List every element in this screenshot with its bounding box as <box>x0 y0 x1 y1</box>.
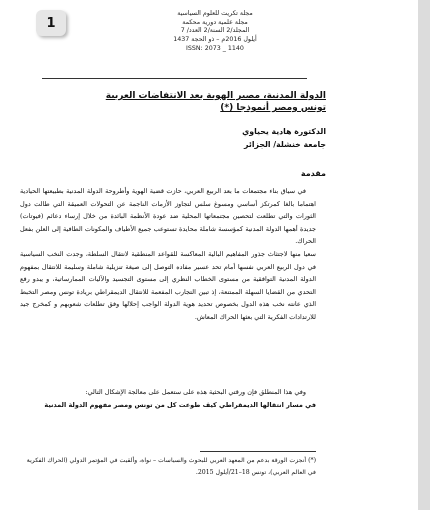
title-line-2: تونس ومصر أنموذجا (*) <box>220 103 326 113</box>
research-lead: وفي هذا المنطلق فإن ورقتي البحثية هذه على ستعمل على معالجة الإشكال التالي: <box>85 388 306 396</box>
page-edge-shadow <box>418 0 430 510</box>
paragraph-2: سعيا منها لاجتثاث جذور المفاهيم البالية المعاكسة للقواعد المنطقية لانتقال السلطة، وجدت النخب السياسية في دول الربيع العربي نفسها أمام تحد عسير مفاده التوصل إلى صيغة تنزيلية شاملة وسليمة للانتقال بمفهوم الدولة المدنية التوافقية من مستوى الخطاب النظري إلى مستوى التجسيد والآليات الممارساتية، و يبدو رفع التحدي من القضايا السهلة الممتنعة، إذ تبين التجارب المفعمة للانتقال الديمقراطي بريادة تونس ومصر التخبط الذي عانته نخب هذه الدول بخصوص تحديد هوية الدولة الواجب إحلالها وفق تطلعات شعوبهم و كمخرج جيد للارتدادات الفكرية التي بعثها الحراك المعاش. <box>20 250 316 321</box>
journal-issue: المجلد/2 السنة/2 العدد/ 7 <box>180 27 250 35</box>
journal-date: أيلول 2016م – ذو الحجة 1437 <box>173 36 257 44</box>
header-divider <box>42 78 307 79</box>
journal-issn: ISSN: 2073 _ 1140 <box>186 44 244 52</box>
journal-type: مجلة علمية دورية محكمة <box>182 18 248 26</box>
research-question-block <box>20 386 316 411</box>
footnote-divider <box>200 451 316 452</box>
journal-name: مجلة تكريت للعلوم السياسية <box>177 10 253 17</box>
article-title <box>106 90 326 114</box>
author-affiliation: جامعة خنشلة/ الجزائر <box>244 140 326 149</box>
author-name: الدكتورة هادية يحياوي <box>242 127 326 136</box>
paragraph-1: في سياق بناء مجتمعات ما بعد الربيع العربي، حازت قضية الهوية وأطروحة الدولة المدنية بطبيعتها الحيادية اهتماما بالغا كمرتكز أساسي ومسوغ سلس لتجاوز الأزمات الناجمة عن التحولات العميقة التي طالت دول الثورات والتي تطلعت لتحصين مجتمعاتها المحلية ضد عودة الأنظمة البائدة من خلال إرساء دعائم (فيوتات) جديدة أهمها الدولة المدنية كمؤسسة شاملة محايدة تستوعب جميع الأطياف والمكونات الطافية إلى العلن بفعل الحراك. <box>20 187 316 246</box>
journal-header <box>150 10 280 54</box>
author-block <box>242 125 326 151</box>
footnote: (*) أنجزت الورقة بدعم من المعهد العربي للبحوث والسياسات – نواة، وألقيت في المؤتمر الدولي (الحراك الفكرية في العالم العربي)، تونس 18–21/أيلول 2015. <box>26 457 316 476</box>
research-question: في مسار انتقالها الديمقراطي كيف طوعت كل من تونس ومصر مفهوم الدولة المدنية <box>44 400 316 409</box>
title-line-1: الدولة المدنية، مصير الهوية بعد الانتفاضات العربية <box>105 91 326 101</box>
page-number-badge: 1 <box>36 10 66 36</box>
section-heading: مقدمة <box>300 169 326 178</box>
